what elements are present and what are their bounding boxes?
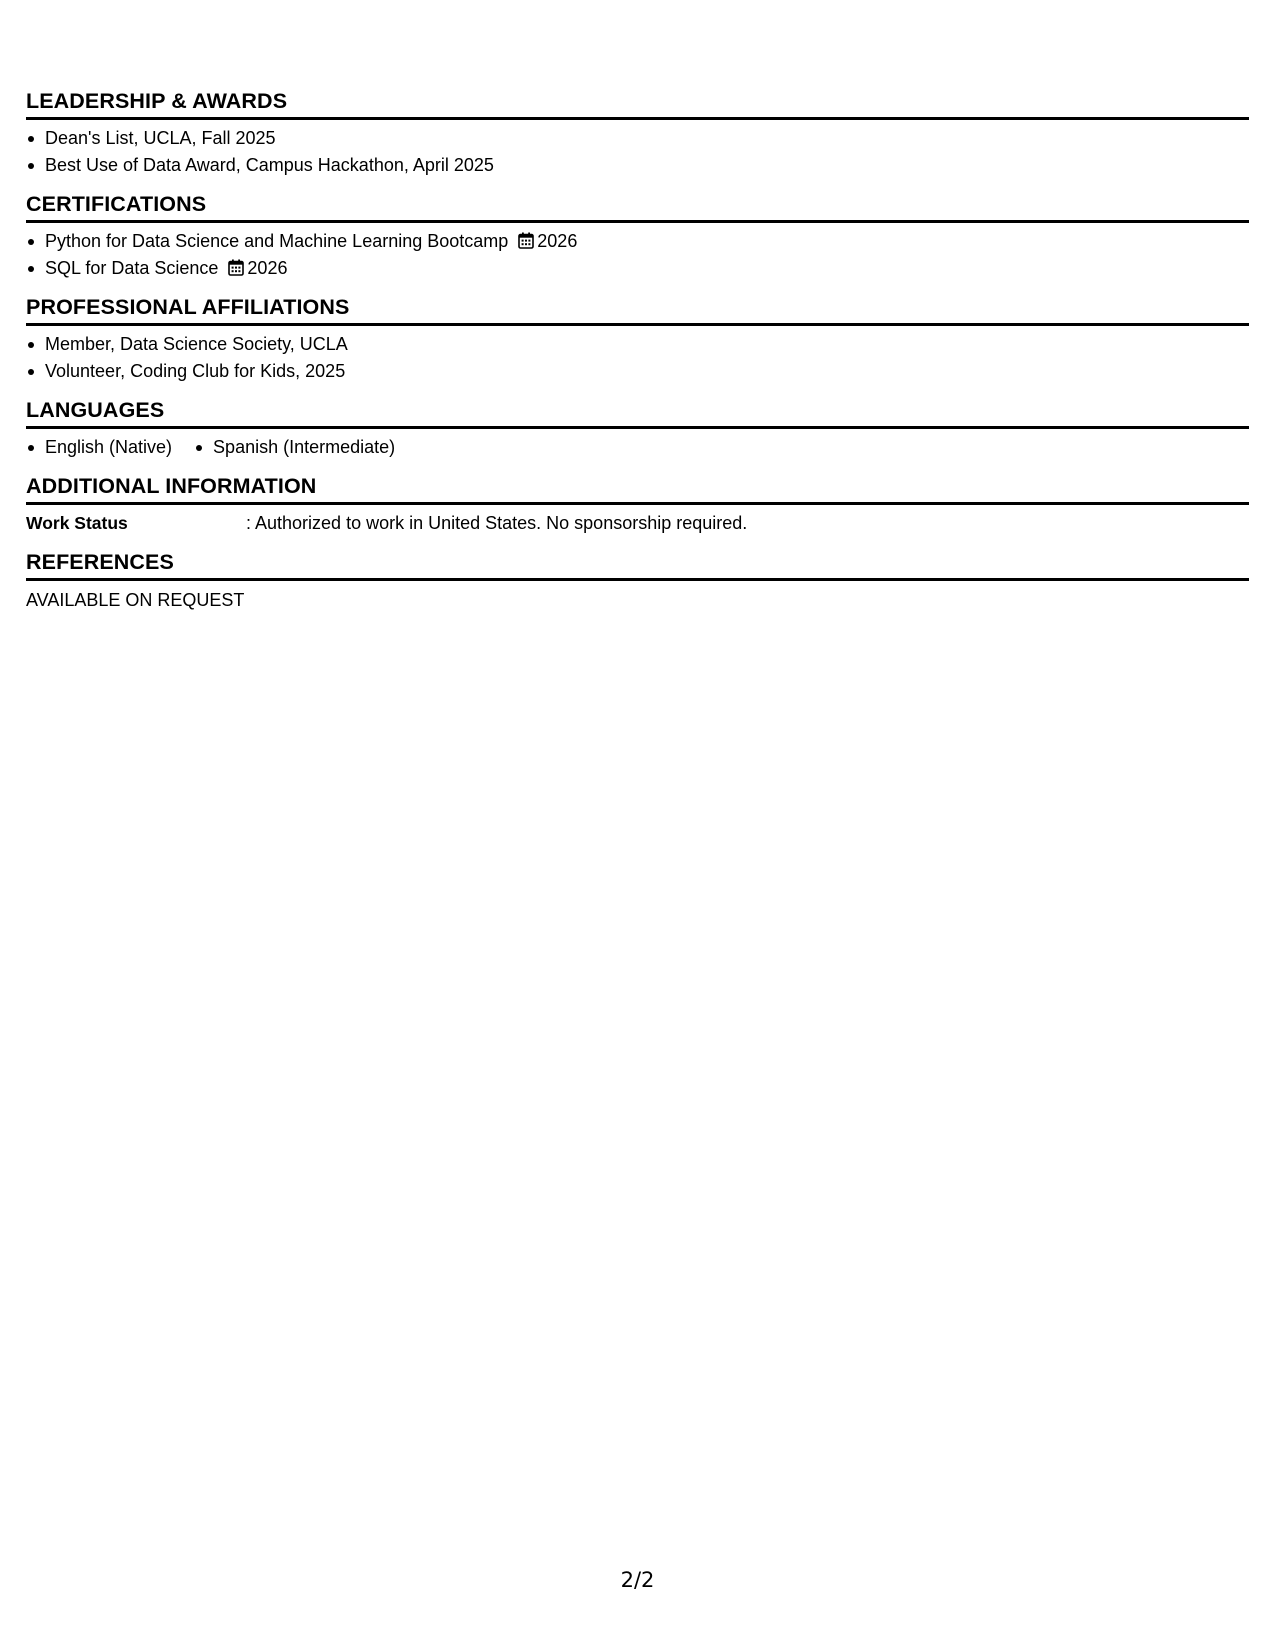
work-status-value: : Authorized to work in United States. No sponsorship required. [246,513,748,533]
language-item: Spanish (Intermediate) [194,434,395,461]
affiliations-list [26,326,1249,385]
page-number: 2/2 [620,1568,655,1592]
work-status-row [26,505,1249,537]
section-title-languages: LANGUAGES [26,397,1249,429]
calendar-icon [518,232,534,249]
section-title-leadership-awards: LEADERSHIP & AWARDS [26,88,1249,120]
certification-year: 2026 [247,258,288,278]
section-languages [26,397,1249,461]
list-item: Member, Data Science Society, UCLA [26,331,1249,358]
list-item: Volunteer, Coding Club for Kids, 2025 [26,358,1249,385]
references-text: AVAILABLE ON REQUEST [26,590,245,610]
calendar-icon [228,259,244,276]
section-certifications [26,191,1249,282]
section-title-references: REFERENCES [26,549,1249,581]
section-additional-information [26,473,1249,537]
leadership-awards-list [26,120,1249,179]
languages-list [26,429,1249,461]
certification-item [26,255,1249,282]
certifications-list [26,223,1249,282]
list-item: Dean's List, UCLA, Fall 2025 [26,125,1249,152]
section-professional-affiliations [26,294,1249,385]
section-references [26,549,1249,614]
list-item: Best Use of Data Award, Campus Hackathon, April 2025 [26,152,1249,179]
resume-page [26,88,1249,614]
certification-item [26,228,1249,255]
certification-year: 2026 [537,231,578,251]
section-title-professional-affiliations: PROFESSIONAL AFFILIATIONS [26,294,1249,326]
work-status-label: Work Status [26,513,128,533]
section-leadership-awards [26,88,1249,179]
certification-name: SQL for Data Science [45,258,219,278]
section-title-certifications: CERTIFICATIONS [26,191,1249,223]
certification-name: Python for Data Science and Machine Learning Bootcamp [45,231,509,251]
section-title-additional-information: ADDITIONAL INFORMATION [26,473,1249,505]
language-item: English (Native) [26,434,172,461]
